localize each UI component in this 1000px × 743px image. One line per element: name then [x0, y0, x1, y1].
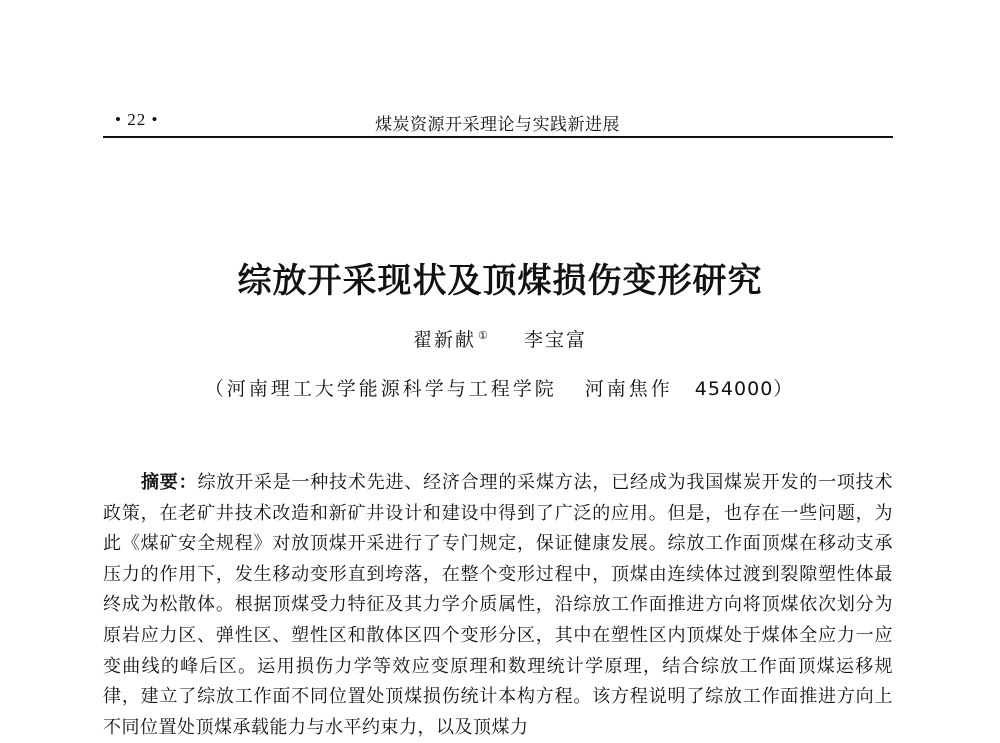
author-footnote-mark: ①: [478, 328, 490, 342]
abstract-label: 摘要：: [141, 472, 198, 493]
affiliation-institution: 河南理工大学能源科学与工程学院: [226, 378, 557, 400]
affiliation-zip: 454000: [694, 378, 774, 400]
running-header: [103, 108, 893, 138]
page-number: • 22 •: [115, 110, 159, 129]
author-name: [413, 329, 490, 351]
author-name-text: 翟新献: [413, 329, 477, 351]
affiliation-close-paren: ）: [773, 378, 796, 400]
abstract: [103, 468, 893, 743]
author-name-text: 李宝富: [523, 329, 587, 351]
affiliation: [0, 374, 1000, 401]
affiliation-open-paren: （: [204, 378, 227, 400]
author-line: [0, 325, 1000, 352]
author-name: [524, 329, 587, 351]
journal-title: 煤炭资源开采理论与实践新进展: [375, 115, 620, 135]
abstract-text: 综放开采是一种技术先进、经济合理的采煤方法，已经成为我国煤炭开发的一项技术政策，在老矿井技术改造和新矿井设计和建设中得到了广泛的应用。但是，也存在一些问题，为此《煤矿安全规程》对放顶煤开采进行了专门规定，保证健康发展。综放工作面顶煤在移动支承压力的作用下，发生移动变形直到垮落，在整个变形过程中，顶煤由连续体过渡到裂隙塑性体最终成为松散体。根据顶煤受力特征及其力学介质属性，沿综放工作面推进方向将顶煤依次划分为原岩应力区、弹性区、塑性区和散体区四个变形分区，其中在塑性区内顶煤处于煤体全应力一应变曲线的峰后区。运用损伤力学等效应变原理和数理统计学原理，结合综放工作面顶煤运移规律，建立了综放工作面不同位置处顶煤损伤统计本构方程。该方程说明了综放工作面推进方向上不同位置处顶煤承载能力与水平约束力，以及顶煤力: [103, 472, 894, 738]
paper-title: 综放开采现状及顶煤损伤变形研究: [237, 261, 763, 301]
affiliation-location: 河南焦作: [584, 378, 673, 400]
